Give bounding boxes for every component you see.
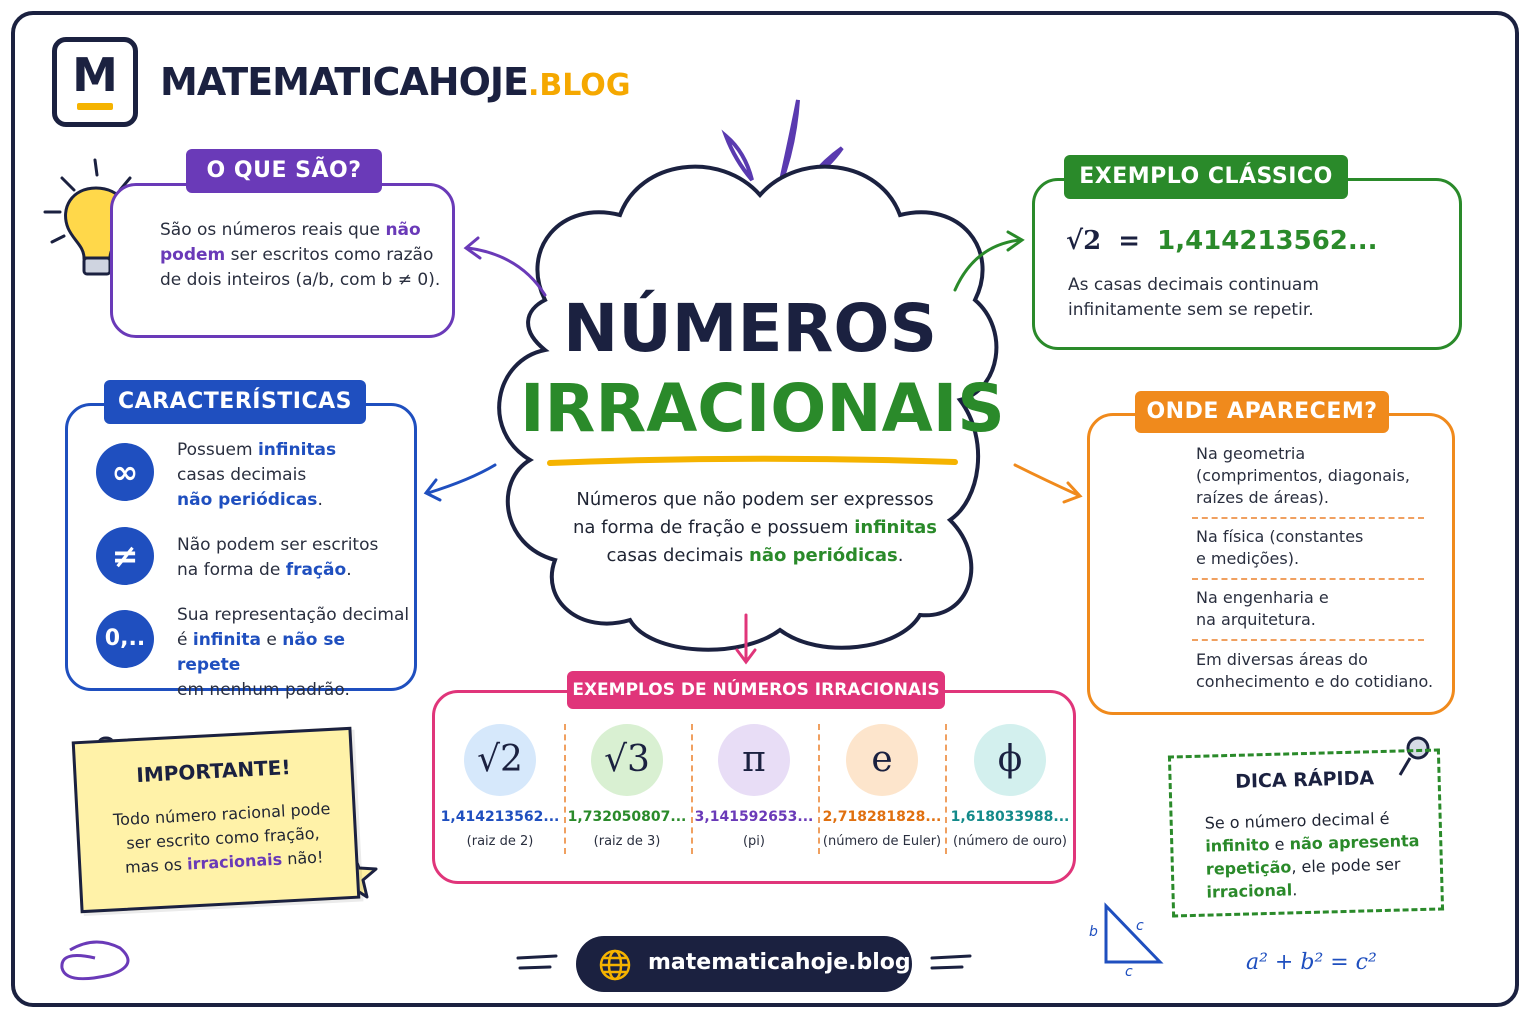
onde-item-3	[1196, 587, 1446, 631]
caracteristica-item-1	[177, 438, 407, 513]
center-desc-line3c: .	[897, 545, 904, 566]
pythagoras-formula: a² + b² = c²	[1246, 950, 1377, 975]
dica-line2c: não apresenta	[1289, 831, 1420, 854]
onde4-line2: conhecimento e do cotidiano.	[1196, 672, 1434, 691]
onde-separator	[1192, 578, 1424, 580]
dica-line4a: irracional	[1206, 880, 1293, 902]
sqrt2-value: 1,414213562...	[440, 809, 560, 825]
exemplo-equation	[1066, 226, 1378, 256]
sqrt3-label: (raiz de 3)	[593, 834, 661, 849]
brand-name-text: MATEMATICAHOJE	[160, 60, 528, 104]
center-desc-line3a: casas decimais	[606, 545, 750, 566]
caracteristicas-tag: CARACTERÍSTICAS	[104, 380, 366, 424]
oque-line1b: não	[385, 220, 421, 240]
oque-line3: de dois inteiros (a/b, com b ≠ 0).	[160, 270, 441, 290]
triangle-diagram	[1106, 906, 1160, 962]
dica-line2b: e	[1269, 834, 1290, 854]
sqrt3-value: 1,732050807...	[567, 809, 687, 825]
car1-line1a: Possuem	[177, 440, 258, 460]
exemplo-panel	[1032, 178, 1462, 350]
center-description	[540, 486, 970, 570]
car3-line2c: e	[260, 630, 283, 650]
onde3-line2: na arquitetura.	[1196, 610, 1316, 629]
dica-line1: Se o número decimal é	[1204, 808, 1390, 833]
car3-line1: Sua representação decimal	[177, 605, 410, 625]
onde-item-4	[1196, 649, 1448, 693]
exemplo-value: 1,414213562...	[1157, 226, 1378, 256]
onde-item-1	[1196, 443, 1446, 509]
onde-separator	[1192, 517, 1424, 519]
exemplos-tag: EXEMPLOS DE NÚMEROS IRRACIONAIS	[567, 671, 945, 709]
sqrt3-symbol: √3	[591, 724, 663, 796]
dica-title: DICA RÁPIDA	[1234, 767, 1375, 793]
center-desc-line2b: infinitas	[854, 517, 938, 538]
oque-text	[160, 218, 450, 293]
car3-line2a: é	[177, 630, 193, 650]
oque-line2b: ser escritos como razão	[225, 245, 434, 265]
caracteristica-item-3	[177, 603, 412, 703]
title-line1: NÚMEROS	[562, 290, 938, 367]
onde-separator	[1192, 639, 1424, 641]
exemplo-line2: infinitamente sem se repetir.	[1068, 300, 1314, 320]
car2-line2a: na forma de	[177, 560, 286, 580]
onde4-line1: Em diversas áreas do	[1196, 650, 1368, 669]
onde2-line2: e medições).	[1196, 549, 1300, 568]
car3-line2d: não se repete	[177, 630, 346, 675]
car1-line3b: .	[317, 490, 323, 510]
oque-line2a: podem	[160, 245, 226, 265]
car2-line2b: fração	[285, 560, 347, 580]
pi-symbol: π	[718, 724, 790, 796]
euler-label: (número de Euler)	[822, 834, 942, 849]
onde1-line1: Na geometria	[1196, 444, 1306, 463]
pi-value: 3,141592653...	[694, 809, 814, 825]
importante-line3b: irracionais	[186, 849, 283, 874]
exemplo-tag: EXEMPLO CLÁSSICO	[1064, 155, 1348, 199]
logo-letter: M	[72, 48, 118, 102]
footer-url-text: matematicahoje.blog	[648, 950, 911, 975]
dica-panel	[1168, 748, 1444, 917]
phi-value: 1,618033988...	[950, 809, 1070, 825]
car2-line1: Não podem ser escritos	[177, 535, 379, 555]
phi-symbol: ϕ	[974, 724, 1046, 796]
importante-note	[72, 727, 361, 913]
dica-text	[1204, 806, 1436, 904]
car1-line1b: infinitas	[257, 440, 337, 460]
car2-line2c: .	[346, 560, 352, 580]
onde1-line3: raízes de áreas).	[1196, 488, 1329, 507]
center-desc-line2a: na forma de fração e possuem	[572, 517, 855, 538]
onde2-line1: Na física (constantes	[1196, 527, 1364, 546]
dica-line3a: repetição	[1205, 857, 1292, 879]
triangle-label-b: b	[1089, 924, 1098, 940]
oque-line1a: São os números reais que	[160, 220, 386, 240]
onde-tag: ONDE APARECEM?	[1135, 391, 1389, 433]
globe-icon	[598, 948, 632, 982]
infinity-icon: ∞	[96, 443, 154, 501]
onde3-line1: Na engenharia e	[1196, 588, 1329, 607]
caracteristica-item-2	[177, 533, 407, 583]
exemplo-equals: =	[1118, 226, 1141, 256]
center-desc-line3b: não periódicas	[749, 545, 898, 566]
importante-line1: Todo número racional pode	[112, 799, 331, 830]
importante-line3a: mas os	[124, 854, 188, 877]
sqrt2-symbol: √2	[464, 724, 536, 796]
pi-label: (pi)	[742, 834, 765, 849]
footer-url-pill[interactable]	[576, 936, 912, 992]
importante-title: IMPORTANTE!	[135, 755, 292, 788]
exemplo-text	[1068, 273, 1358, 323]
dica-line3b: , ele pode ser	[1291, 854, 1401, 877]
dica-line2a: infinito	[1205, 834, 1270, 856]
decimal-icon: 0,..	[96, 610, 154, 668]
sqrt2-label: (raiz de 2)	[466, 834, 534, 849]
oque-tag: O QUE SÃO?	[186, 149, 382, 193]
exemplo-root: √2	[1066, 226, 1102, 256]
onde1-line2: (comprimentos, diagonais,	[1196, 466, 1410, 485]
importante-line3c: não!	[281, 847, 324, 869]
exemplo-line1: As casas decimais continuam	[1068, 275, 1319, 295]
euler-symbol: e	[846, 724, 918, 796]
car3-line2b: infinita	[192, 630, 261, 650]
phi-label: (número de ouro)	[952, 834, 1068, 849]
triangle-label-c1: c	[1136, 918, 1144, 934]
importante-line2: ser escrito como fração,	[125, 823, 321, 853]
center-desc-line1: Números que não podem ser expressos	[576, 489, 934, 510]
title-line2: IRRACIONAIS	[520, 370, 1005, 447]
spiral-doodle	[62, 942, 128, 979]
not-equal-icon: ≠	[96, 527, 154, 585]
car1-line2: casas decimais	[177, 465, 307, 485]
dica-line4b: .	[1291, 880, 1298, 900]
euler-value: 2,718281828...	[822, 809, 942, 825]
onde-item-2	[1196, 526, 1446, 570]
car3-line3: em nenhum padrão.	[177, 680, 350, 700]
triangle-label-c2: c	[1125, 964, 1133, 980]
importante-text	[96, 796, 349, 881]
brand-tld: .BLOG	[528, 68, 631, 103]
car1-line3a: não periódicas	[177, 490, 318, 510]
